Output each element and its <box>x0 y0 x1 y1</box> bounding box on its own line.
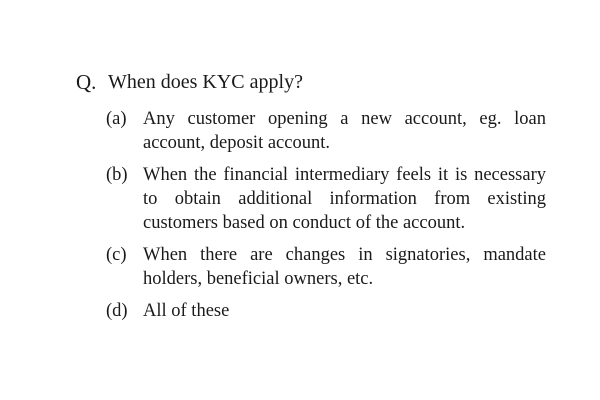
option-a <box>106 107 546 155</box>
option-b <box>106 163 546 235</box>
option-text: When there are changes in signatories, mandate holders, beneficial owners, etc. <box>143 245 546 289</box>
options-list <box>106 107 546 331</box>
question-marker: Q. <box>76 70 97 94</box>
option-letter: (d) <box>106 301 128 321</box>
question-text: When does KYC apply? <box>108 71 303 93</box>
option-letter: (b) <box>106 165 128 185</box>
option-letter: (c) <box>106 245 127 265</box>
option-text: When the financial intermediary feels it is necessary to obtain additional information from existing customers based on conduct of the account. <box>143 165 546 233</box>
option-letter: (a) <box>106 109 127 129</box>
option-d <box>106 299 546 323</box>
option-text: All of these <box>143 301 230 321</box>
option-c <box>106 243 546 291</box>
question-row <box>76 68 556 108</box>
option-text: Any customer opening a new account, eg. loan account, deposit account. <box>143 109 546 153</box>
question-block <box>76 68 556 321</box>
